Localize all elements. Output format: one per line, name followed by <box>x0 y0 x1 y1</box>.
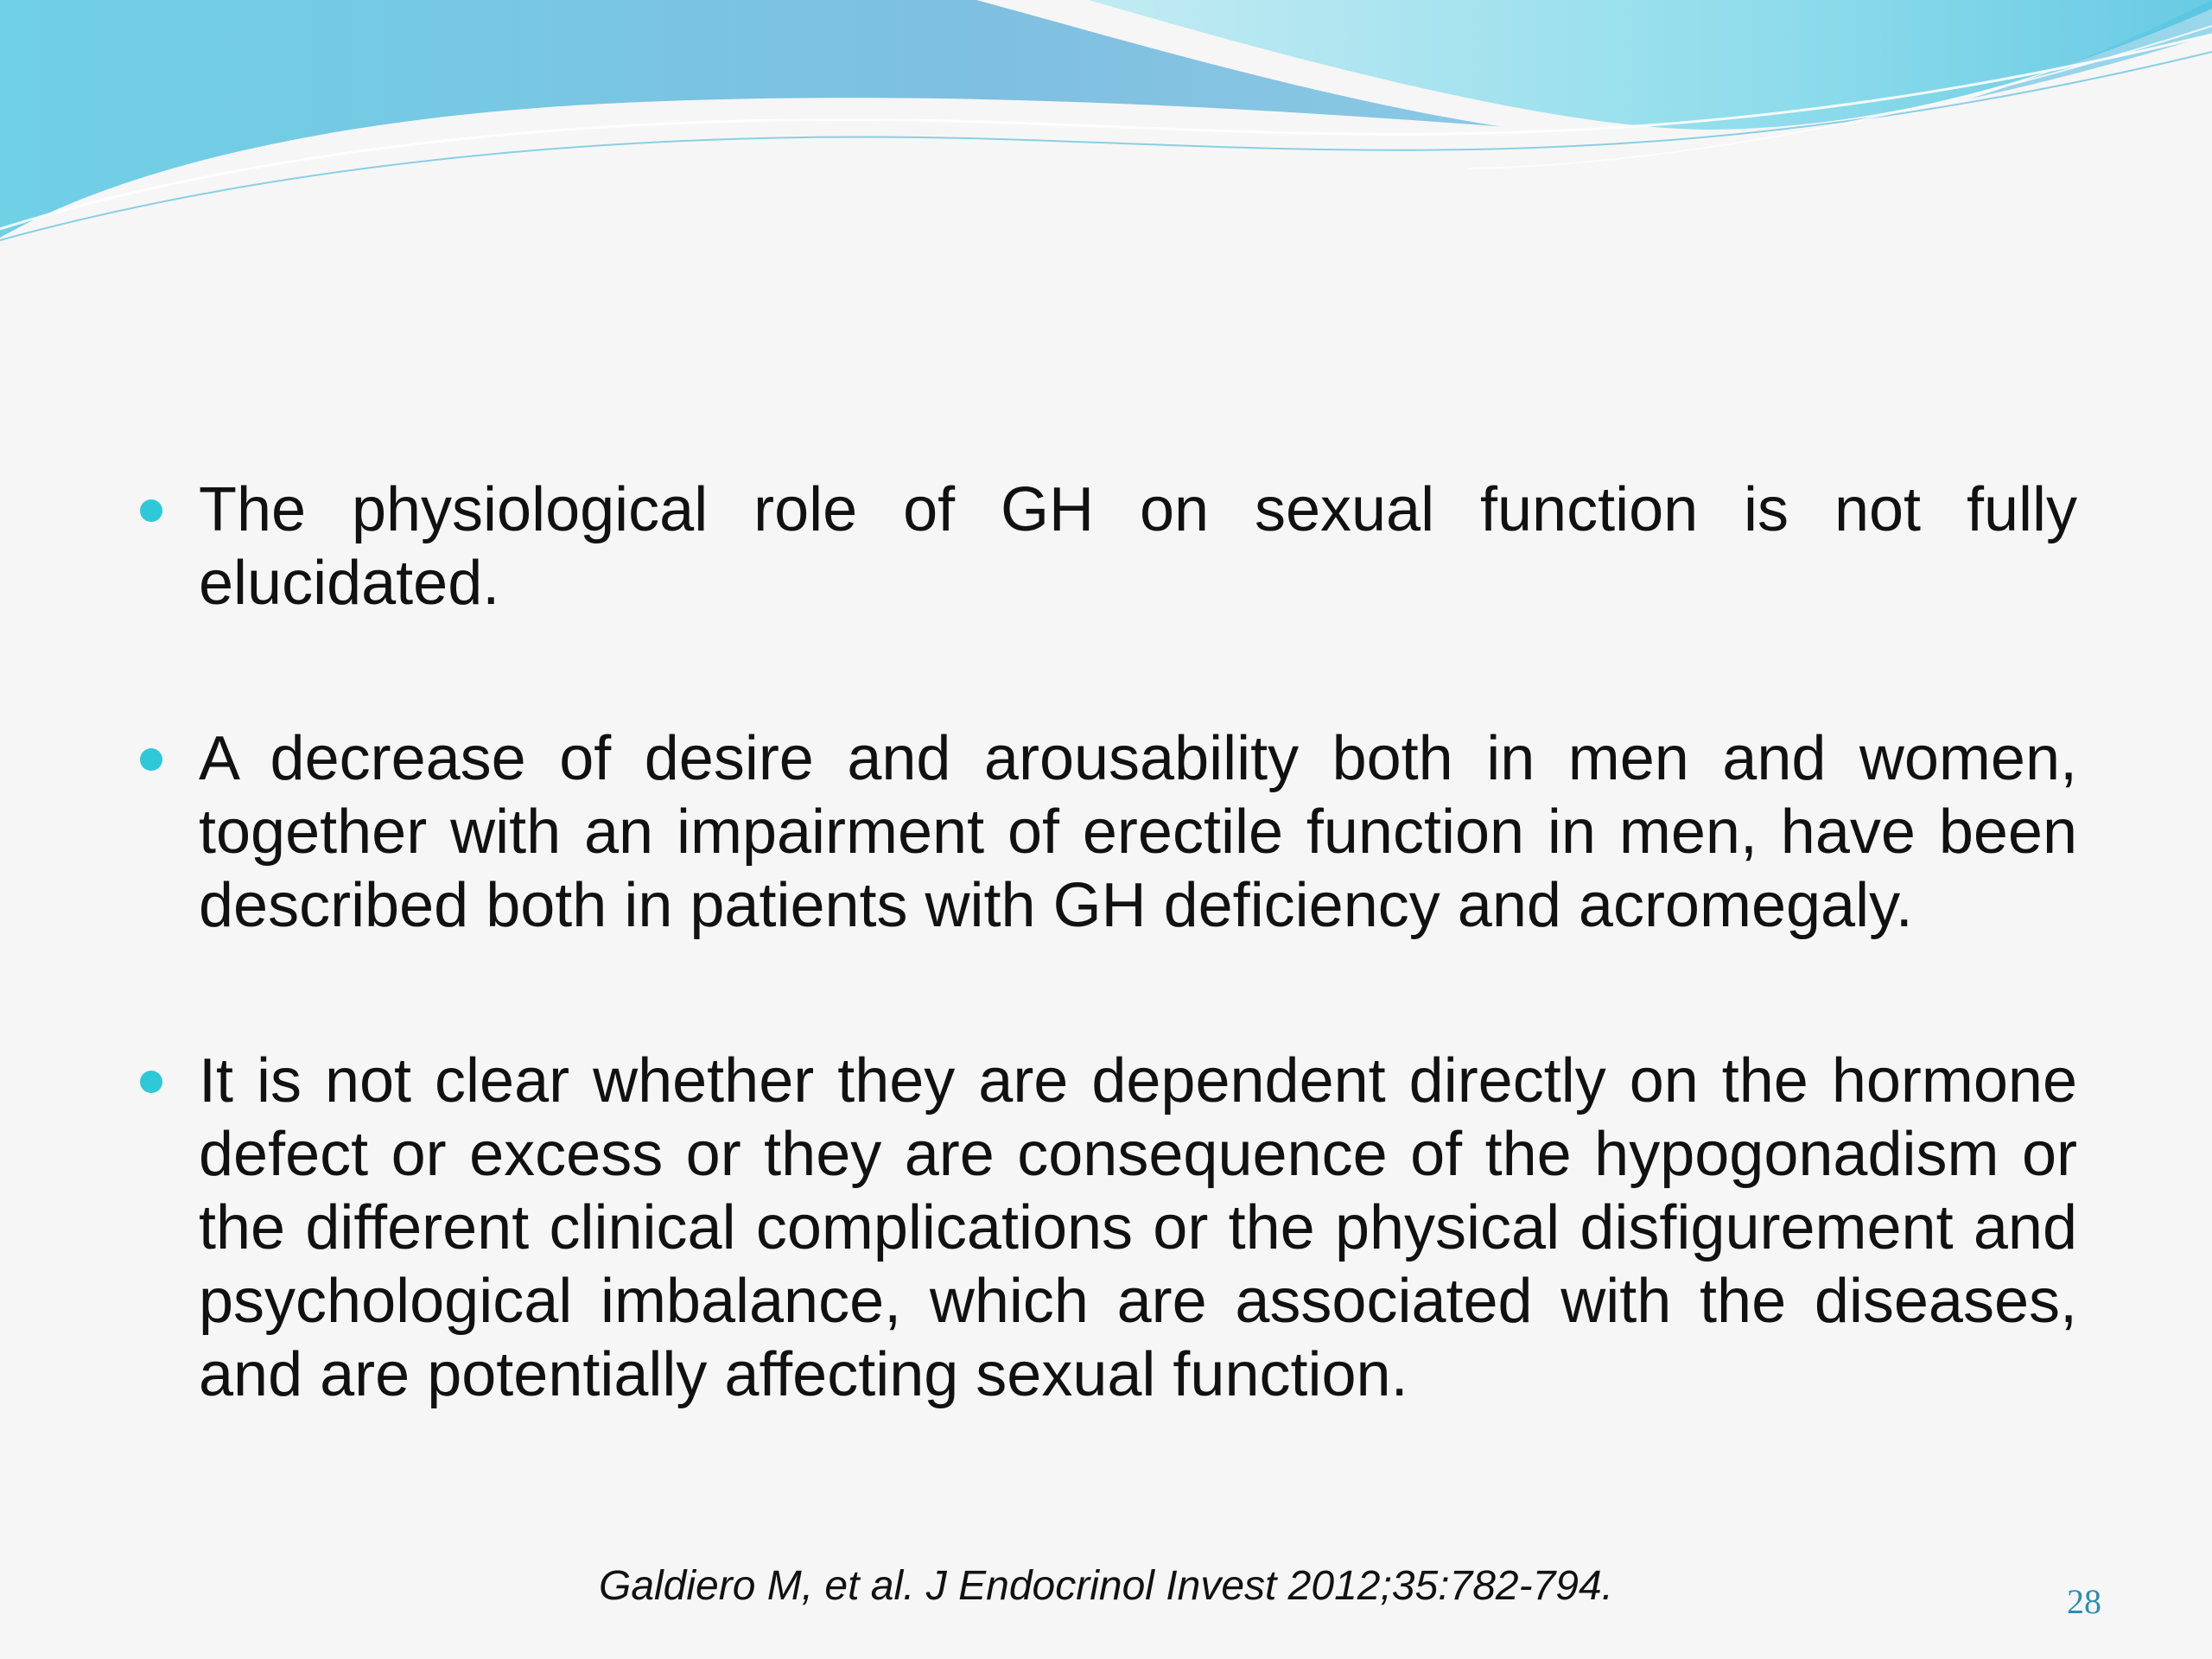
bullet-item <box>140 1045 2077 1412</box>
header-wave-decoration <box>0 0 2212 276</box>
bullet-dot-icon <box>140 1071 162 1093</box>
bullet-text: The physiological role of GH on sexual function is not fully elucidated. <box>199 475 2077 618</box>
bullet-list <box>140 474 2077 1412</box>
bullet-text: It is not clear whether they are dependent directly on the hormone defect or excess or they are consequence of the hypogonadism or the different clinical complications or the physical disfigurement and psychological imbalance, which are associated with the diseases, and are potentially affecting sexual function. <box>199 1046 2077 1409</box>
bullet-item <box>140 722 2077 943</box>
bullet-dot-icon <box>140 499 162 522</box>
bullet-dot-icon <box>140 748 162 771</box>
bullet-text: A decrease of desire and arousability both in men and women, together with an impairment of erectile function in men, have been described both in patients with GH deficiency and acromegaly. <box>199 724 2077 940</box>
citation: Galdiero M, et al. J Endocrinol Invest 2012;35:782-794. <box>598 1563 1614 1609</box>
page-number: 28 <box>2067 1582 2101 1621</box>
bullet-item <box>140 474 2077 620</box>
